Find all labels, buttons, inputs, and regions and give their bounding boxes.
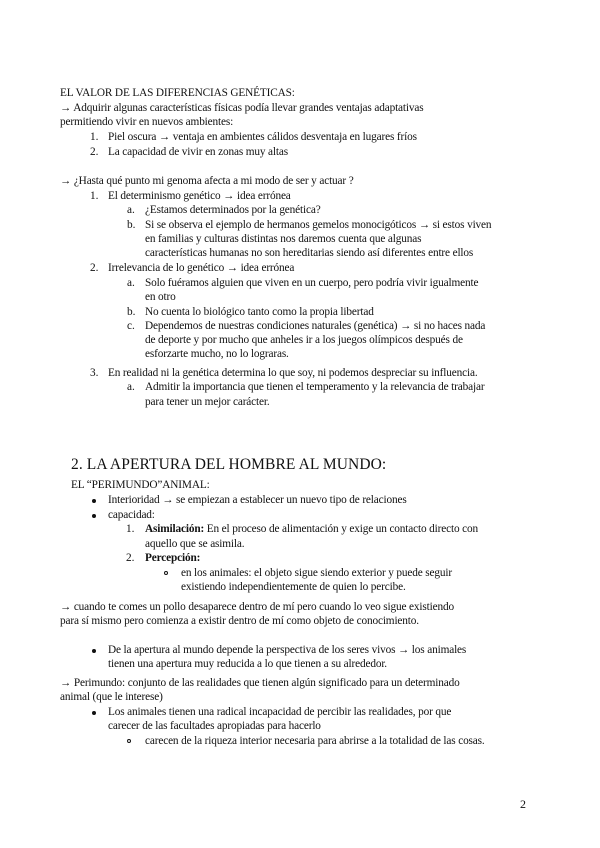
sub-item: Dependemos de nuestras condiciones naturales (genética) → si no haces nada [145,320,486,332]
section-heading: EL VALOR DE LAS DIFERENCIAS GENÉTICAS: [60,87,295,99]
capacity-item [145,522,478,537]
capacity-text: aquello que se asimila. [145,538,245,550]
sub-bullet-item: en los animales: el objeto sigue siendo exterior y puede seguir [181,567,453,579]
list-marker: 1. [126,523,135,535]
sub-item: ¿Estamos determinados por la genética? [145,204,321,216]
list-item: La capacidad de vivir en zonas muy altas [108,146,289,158]
sub-item: No cuenta lo biológico tanto como la propia libertad [145,306,374,318]
capacity-text: En el proceso de alimentación y exige un contacto directo con [204,523,479,535]
sub-item: Si se observa el ejemplo de hermanos gemelos monocigóticos → si estos viven [145,219,492,231]
sub-marker: a. [127,204,135,216]
sub-marker: a. [127,381,135,393]
intro-text: → Adquirir algunas características físicas podía llevar grandes ventajas adaptativas [60,102,424,114]
bullet-item: De la apertura al mundo depende la perspectiva de los seres vivos → los animales [108,644,467,656]
page-number: 2 [520,797,526,811]
list-item: Piel oscura → ventaja en ambientes cálidos desventaja en lugares fríos [108,131,417,143]
perimundo-definition: → Perimundo: conjunto de las realidades que tienen algún significado para un determinado [60,677,460,689]
list-item: En realidad ni la genética determina lo que soy, ni podemos despreciar su influencia. [108,367,478,379]
circle-bullet-icon [127,739,131,743]
bullet-item: Los animales tienen una radical incapacidad de percibir las realidades, por que [108,706,452,718]
list-marker: 2. [90,146,99,158]
sub-marker: a. [127,277,135,289]
bullet-item: capacidad: [108,509,155,521]
sub-marker: b. [127,219,136,231]
list-item: El determinismo genético → idea errónea [108,190,291,202]
sub-bullet-item: carecen de la riqueza interior necesaria para abrirse a la totalidad de las cosas. [145,735,485,747]
sub-item: Admitir la importancia que tienen el temperamento y la relevancia de trabajar [145,381,485,393]
list-item: Irrelevancia de lo genético → idea errónea [108,262,295,274]
arrow-paragraph: → cuando te comes un pollo desaparece dentro de mí pero cuando lo veo sigue existiendo [60,601,454,613]
bullet-item: carecer de las facultades apropiadas para hacerlo [108,720,321,732]
sub-item: en familias y culturas distintas nos daremos cuenta que algunas [145,233,422,245]
intro-text: permitiendo vivir en nuevos ambientes: [60,116,234,128]
capacity-label: Percepción: [145,552,201,564]
circle-bullet-icon [164,571,168,575]
sub-heading: EL “PERIMUNDO”ANIMAL: [71,479,210,491]
sub-marker: c. [127,320,135,332]
bullet-icon [92,499,96,503]
list-marker: 1. [90,190,99,202]
list-marker: 1. [90,131,99,143]
bullet-icon [92,649,96,653]
sub-item: para tener un mejor carácter. [145,396,270,408]
sub-item: esforzarte mucho, no lo lograras. [145,348,289,360]
sub-item: de deporte y por mucho que anheles ir a los juegos olímpicos después de [145,334,463,346]
bullet-icon [92,514,96,518]
sub-item: características humanas no son hereditarias siendo así diferentes entre ellos [145,247,474,259]
sub-marker: b. [127,306,136,318]
question-text: → ¿Hasta qué punto mi genoma afecta a mi modo de ser y actuar ? [60,175,354,187]
bullet-icon [92,711,96,715]
list-marker: 2. [90,262,99,274]
perimundo-definition: animal (que le interese) [60,691,163,703]
sub-bullet-item: existiendo independientemente de quien lo percibe. [181,581,406,593]
sub-item: Solo fuéramos alguien que viven en un cuerpo, pero podría vivir igualmente [145,277,479,289]
capacity-label: Asimilación: [145,523,205,535]
arrow-paragraph: para sí mismo pero comienza a existir dentro de mí como objeto de conocimiento. [60,615,419,627]
bullet-item: tienen una apertura muy reducida a lo que tienen a su alrededor. [108,658,387,670]
sub-item: en otro [145,291,176,303]
list-marker: 3. [90,367,99,379]
list-marker: 2. [126,552,135,564]
section-title: 2. LA APERTURA DEL HOMBRE AL MUNDO: [71,456,387,473]
bullet-item: Interioridad → se empiezan a establecer un nuevo tipo de relaciones [108,494,407,506]
